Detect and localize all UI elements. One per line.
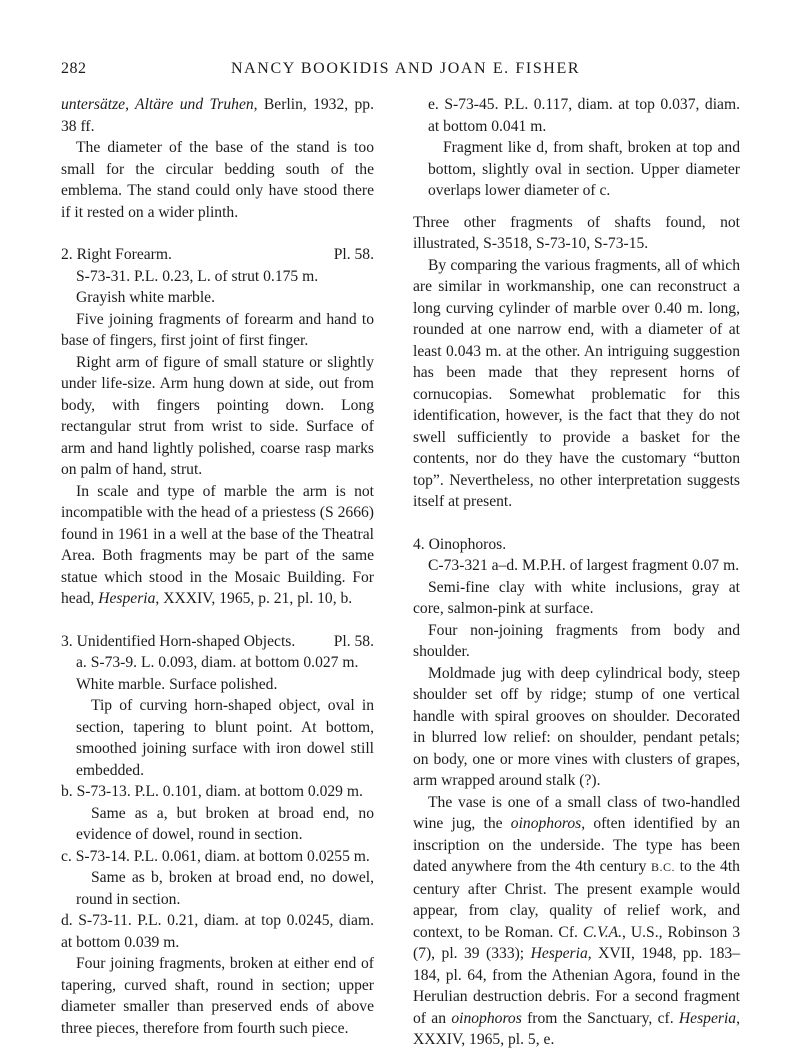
entry-4-title: 4. Oinophoros.: [413, 535, 507, 553]
entry-3-plate: Pl. 58.: [333, 632, 374, 650]
entry-2-material: Grayish white marble.: [76, 289, 216, 306]
entry-2-discussion: In scale and type of marble the arm is not incompatible with the head of a priestess (S 2666) found in 1961 in a well at the base of the Theatral Area. Both fragments may be part of the same statue which stood in the Mosaic Building. For head, Hesperia, XXXIV, 1965, p. 21, pl. 10, b.: [61, 482, 374, 607]
continued-reference: untersätze, Altäre und Truhen, Berlin, 1932, pp. 38 ff.: [61, 96, 374, 135]
entry-4-discussion: The vase is one of a small class of two-handled wine jug, the oinophoros, often identified by an inscription on the underside. The type has been dated anywhere from the 4th century B.C. to the 4th century after Christ. The present example would appear, from clay, quality of relief work, and context, to be Roman. Cf. C.V.A., U.S., Robinson 3 (7), pl. 39 (333); Hesperia, XVII, 1948, pp. 183–184, pl. 64, from the Athenian Agora, found in the Herulian destruction debris. For a second fragment of an oinophoros from the Sanctuary, cf. Hesperia, XXXIV, 1965, pl. 5, e.: [413, 793, 740, 1048]
other-shafts-paragraph: Three other fragments of shafts found, not illustrated, S-3518, S-73-10, S-73-15.: [413, 213, 740, 252]
reference-title: untersätze, Altäre und Truhen: [61, 96, 254, 113]
entry-3a-description: Tip of curving horn-shaped object, oval in section, tapering to blunt point. At bottom, smoothed joining surface with iron dowel still embedded.: [76, 697, 374, 779]
entry-2-title: 2. Right Forearm.: [61, 246, 172, 263]
entry-3a-material: White marble. Surface polished.: [76, 675, 278, 693]
entry-3c-inventory: c. S-73-14. P.L. 0.061, diam. at bottom 0.0255 m.: [61, 847, 370, 865]
entry-3-heading: [61, 631, 374, 653]
entry-2-plate: Pl. 58.: [333, 246, 374, 263]
entry-3d-inventory: d. S-73-11. P.L. 0.21, diam. at top 0.0245, diam. at bottom 0.039 m.: [61, 912, 374, 951]
entry-3b-inventory: b. S-73-13. P.L. 0.101, diam. at bottom 0.029 m.: [61, 783, 363, 800]
running-head: NANCY BOOKIDIS AND JOAN E. FISHER: [231, 60, 581, 77]
page-header: [61, 58, 745, 82]
entry-2-inventory: S-73-31. P.L. 0.23, L. of strut 0.175 m.: [76, 267, 319, 285]
entry-3d-description: Four joining fragments, broken at either end of tapering, curved shaft, round in section; upper diameter smaller than preserved ends of above three pieces, therefore from fourth such piece.: [61, 955, 374, 1037]
entry-3-title: 3. Unidentified Horn-shaped Objects.: [61, 632, 296, 650]
entry-3c-description: Same as b, broken at broad end, no dowel, round in section.: [76, 869, 374, 908]
entry-4-fabric: Semi-fine clay with white inclusions, gray at core, salmon-pink at surface.: [413, 578, 740, 617]
entry-3b-description: Same as a, but broken at broad end, no evidence of dowel, round in section.: [76, 804, 374, 843]
stand-paragraph: The diameter of the base of the stand is too small for the circular bedding south of the emblema. The stand could only have stood there if it rested on a wider plinth.: [61, 139, 374, 221]
entry-4-description: Moldmade jug with deep cylindrical body, steep shoulder set off by ridge; stump of one vertical handle with spiral grooves on shoulder. Decorated in blurred low relief: on shoulder, pendant petals; on body, one or more vines with clusters of grapes, arm wrapped around stalk (?).: [413, 664, 740, 789]
entry-3e-inventory: e. S-73-45. P.L. 0.117, diam. at top 0.037, diam. at bottom 0.041 m.: [428, 96, 740, 135]
entry-4: [413, 534, 740, 1051]
entry-2-fragments: Five joining fragments of forearm and hand to base of fingers, first joint of first finger.: [61, 310, 374, 349]
entry-4-fragments: Four non-joining fragments from body and shoulder.: [413, 621, 740, 660]
page-number: 282: [61, 60, 87, 77]
left-column: [61, 94, 374, 1039]
right-column: [413, 94, 740, 1051]
entry-2: [61, 244, 374, 610]
comparison-paragraph: By comparing the various fragments, all of which are similar in workmanship, one can reconstruct a long curving cylinder of marble over 0.40 m. long, rounded at one narrow end, with a diameter of at least 0.043 m. at the other. An intriguing suggestion has been made that they represent horns of cornucopias. Somewhat problematic for this identification, however, is the fact that they do not swell sufficiently to provide a basket for the contents, nor do they have the customary “button top”. Nevertheless, no other interpretation suggests itself at present.: [413, 256, 740, 510]
entry-3: [61, 631, 374, 1040]
entry-2-heading: [61, 244, 374, 266]
entry-4-inventory: C-73-321 a–d. M.P.H. of largest fragment 0.07 m.: [428, 557, 740, 574]
entry-2-description: Right arm of figure of small stature or slightly under life-size. Arm hung down at side, out from body, with fingers pointing down. Long rectangular strut from wrist to side. Surface of arm and hand lightly polished, coarse rasp marks on palm of hand, strut.: [61, 353, 374, 478]
entry-3e-description: Fragment like d, from shaft, broken at top and bottom, slightly oval in section. Upper diameter overlaps lower diameter of c.: [428, 139, 740, 199]
entry-3a-inventory: a. S-73-9. L. 0.093, diam. at bottom 0.027 m.: [76, 654, 359, 671]
